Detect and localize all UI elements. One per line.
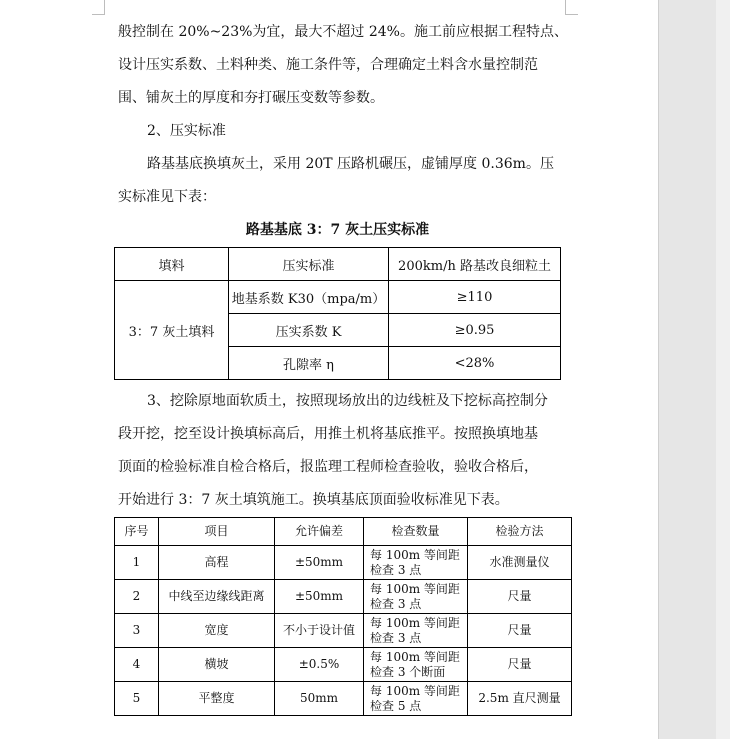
- table-cell: <28%: [389, 347, 561, 380]
- header-cell: 填料: [115, 248, 229, 281]
- inspection-qty-line: 每 100m 等间距: [370, 581, 460, 596]
- table-cell: ≥0.95: [389, 314, 561, 347]
- table-cell: 平整度: [159, 682, 275, 716]
- table-cell: 尺量: [468, 614, 572, 648]
- inspection-qty-line: 检查 5 点: [370, 698, 422, 713]
- paragraph-line: 围、铺灰土的厚度和夯打碾压变数等参数。: [118, 90, 384, 106]
- header-cell: 压实标准: [229, 248, 389, 281]
- compaction-standard-table: [114, 247, 561, 380]
- row-number: 3: [115, 614, 159, 648]
- table-cell: 孔隙率 η: [229, 347, 389, 380]
- table-title: 路基基底 3：7 灰土压实标准: [245, 222, 430, 238]
- inspection-qty-line: 每 100m 等间距: [370, 649, 460, 664]
- header-cell: 项目: [159, 518, 275, 546]
- paragraph-line: 开始进行 3：7 灰土填筑施工。换填基底顶面验收标准见下表。: [118, 492, 509, 508]
- paragraph-line: 实标准见下表：: [118, 189, 216, 205]
- header-cell: 200km/h 路基改良细粒土: [389, 248, 561, 281]
- table-cell: 不小于设计值: [275, 614, 364, 648]
- header-cell: 序号: [115, 518, 159, 546]
- table-cell: 地基系数 K30（mpa/m）: [229, 281, 389, 314]
- paragraph-line: 般控制在 20%~23%为宜，最大不超过 24%。施工前应根据工程特点、: [118, 24, 568, 40]
- inspection-qty-line: 每 100m 等间距: [370, 547, 460, 562]
- acceptance-standard-table: [114, 517, 572, 716]
- inspection-qty-line: 检查 3 点: [370, 596, 422, 611]
- table-cell: 2.5m 直尺测量: [468, 682, 572, 716]
- margin-corner-mark: [565, 0, 578, 15]
- table-cell: ±0.5%: [275, 648, 364, 682]
- table-cell: 压实系数 K: [229, 314, 389, 347]
- header-cell: 检验方法: [468, 518, 572, 546]
- inspection-qty-line: 每 100m 等间距: [370, 683, 460, 698]
- paragraph-line: 段开挖，挖至设计换填标高后，用推土机将基底推平。按照换填地基: [118, 426, 538, 442]
- vertical-scrollbar[interactable]: [716, 0, 730, 739]
- table-header-row: [115, 248, 561, 281]
- table-cell: 高程: [159, 546, 275, 580]
- paragraph-line: 顶面的检验标准自检合格后，报监理工程师检查验收，验收合格后，: [118, 459, 538, 475]
- table-row: [115, 546, 572, 580]
- inspection-qty-line: 检查 3 点: [370, 630, 422, 645]
- table-cell: 尺量: [468, 648, 572, 682]
- table-row: [115, 281, 561, 314]
- table-row: [115, 682, 572, 716]
- table-cell: [364, 546, 468, 580]
- table-row: [115, 580, 572, 614]
- table-row: [115, 614, 572, 648]
- header-cell: 允许偏差: [275, 518, 364, 546]
- header-cell: 检查数量: [364, 518, 468, 546]
- table-cell: 横坡: [159, 648, 275, 682]
- paragraph-line: 3、挖除原地面软质土，按照现场放出的边线桩及下挖标高控制分: [147, 393, 548, 409]
- table-cell: 宽度: [159, 614, 275, 648]
- margin-corner-mark: [92, 0, 105, 15]
- row-number: 4: [115, 648, 159, 682]
- table-row: [115, 648, 572, 682]
- table-cell: ±50mm: [275, 546, 364, 580]
- table-cell: ±50mm: [275, 580, 364, 614]
- table-header-row: [115, 518, 572, 546]
- table-cell: ≥110: [389, 281, 561, 314]
- row-number: 2: [115, 580, 159, 614]
- table-cell: [364, 580, 468, 614]
- table-cell: [364, 614, 468, 648]
- paragraph-line: 设计压实系数、土料种类、施工条件等，合理确定土料含水量控制范: [118, 57, 538, 73]
- table-cell: [364, 648, 468, 682]
- table-cell: 中线至边缘线距离: [159, 580, 275, 614]
- row-number: 1: [115, 546, 159, 580]
- table-cell: [364, 682, 468, 716]
- row-number: 5: [115, 682, 159, 716]
- table-cell: 尺量: [468, 580, 572, 614]
- table-cell: 水准测量仪: [468, 546, 572, 580]
- inspection-qty-line: 检查 3 个断面: [370, 664, 446, 679]
- table-cell: 50mm: [275, 682, 364, 716]
- inspection-qty-line: 每 100m 等间距: [370, 615, 460, 630]
- fill-material-cell: 3：7 灰土填料: [115, 281, 229, 380]
- inspection-qty-line: 检查 3 点: [370, 562, 422, 577]
- section-heading: 2、压实标准: [147, 123, 226, 139]
- paragraph-line: 路基基底换填灰土，采用 20T 压路机碾压，虚铺厚度 0.36m。压: [147, 156, 554, 172]
